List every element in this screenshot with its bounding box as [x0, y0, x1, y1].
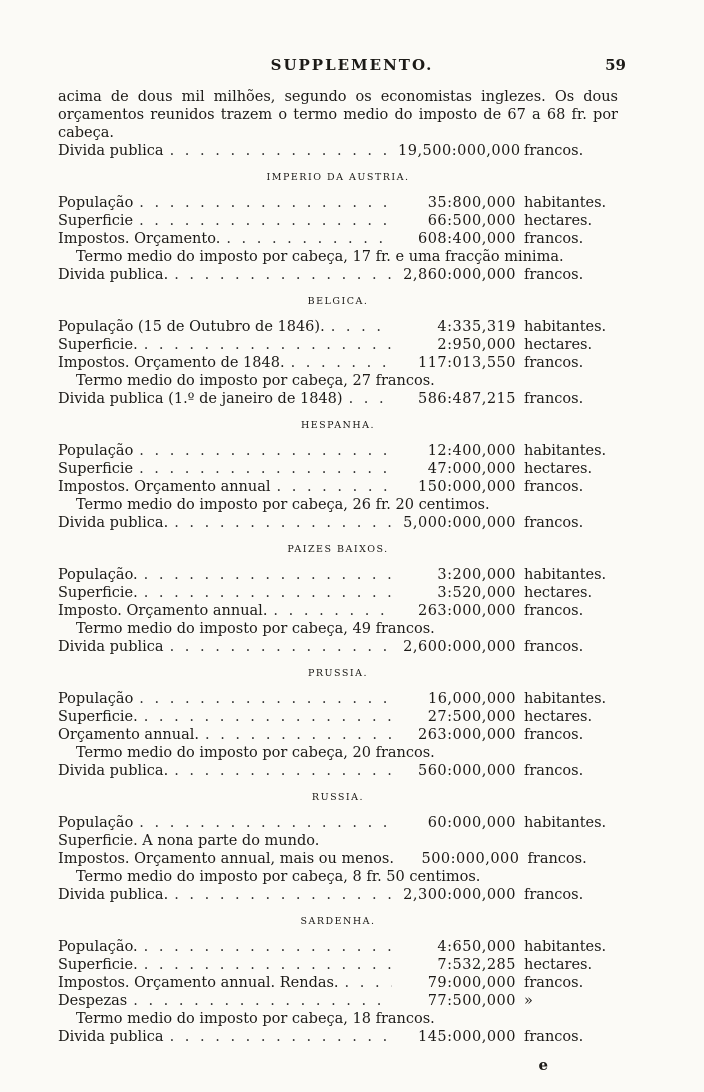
row-label: Divida publica: [58, 1029, 164, 1045]
dot-leader: [277, 478, 392, 496]
text-line: Superficie. A nona parte do mundo.: [58, 833, 320, 849]
dot-leader: [331, 318, 392, 336]
row-unit: hectares.: [524, 461, 593, 477]
row-unit: francos.: [524, 231, 584, 247]
data-row: [58, 442, 618, 460]
data-row: [58, 956, 618, 974]
row-value: 150:000,000: [417, 479, 516, 495]
data-row: [58, 690, 618, 708]
row-label: População: [58, 691, 134, 707]
row-label: Superficie.: [58, 337, 138, 353]
row-value: 2:950,000: [437, 337, 516, 353]
dot-leader: [226, 230, 392, 248]
section-title: PRUSSIA.: [307, 668, 369, 679]
row-value: 263:000,000: [417, 727, 516, 743]
row-unit: habitantes.: [524, 691, 607, 707]
row-label: População: [58, 443, 134, 459]
data-row: [58, 762, 618, 780]
row-label: Divida publica: [58, 143, 164, 159]
section-title: RUSSIA.: [311, 792, 365, 803]
data-row: [58, 212, 618, 230]
row-label: Divida publica (1.º de janeiro de 1848): [58, 391, 343, 407]
row-unit: habitantes.: [524, 815, 607, 831]
row-unit: francos.: [524, 887, 584, 903]
row-label: Divida publica.: [58, 267, 169, 283]
row-label: População: [58, 195, 134, 211]
tax-note: Termo medio do imposto por cabeça, 18 francos.: [76, 1011, 435, 1027]
row-value: 7:532,285: [437, 957, 516, 973]
data-row: [58, 390, 618, 408]
row-unit: francos.: [524, 975, 584, 991]
dot-leader: [291, 354, 392, 372]
data-row: [58, 602, 618, 620]
row-unit: »: [524, 993, 533, 1009]
dot-leader: [144, 956, 392, 974]
data-row: [58, 886, 618, 904]
row-unit: habitantes.: [524, 443, 607, 459]
row-value: 500:000,000: [421, 851, 520, 867]
data-row: [58, 460, 618, 478]
row-label: Divida publica.: [58, 887, 169, 903]
dot-leader: [144, 938, 392, 956]
row-unit: hectares.: [524, 585, 593, 601]
row-unit: francos.: [524, 143, 584, 159]
dot-leader: [144, 336, 392, 354]
row-label: População.: [58, 567, 138, 583]
intro-paragraph: acima de dous mil milhões, segundo os economistas inglezes. Os dous orçamentos reunidos trazem o termo medio do imposto de 67 a 68 fr. por cabeça.: [58, 89, 618, 141]
running-header: [0, 56, 704, 78]
row-unit: habitantes.: [524, 567, 607, 583]
data-row: [58, 230, 618, 248]
row-label: Impostos. Orçamento annual: [58, 479, 271, 495]
dot-leader: [174, 514, 392, 532]
data-row: [58, 938, 618, 956]
section-title: BELGICA.: [307, 296, 369, 307]
row-value: 79:000,000: [427, 975, 516, 991]
row-value: 35:800,000: [427, 195, 516, 211]
section-title: IMPERIO DA AUSTRIA.: [266, 172, 410, 183]
dot-leader: [174, 266, 392, 284]
row-value: 27:500,000: [427, 709, 516, 725]
row-value: 263:000,000: [417, 603, 516, 619]
data-row: [58, 354, 618, 372]
row-value: 586:487,215: [417, 391, 516, 407]
tax-note: Termo medio do imposto por cabeça, 8 fr. 50 centimos.: [76, 869, 481, 885]
row-label: Impostos. Orçamento annual, mais ou menos.: [58, 851, 394, 867]
row-unit: francos.: [524, 355, 584, 371]
row-label: Imposto. Orçamento annual.: [58, 603, 268, 619]
data-row: [58, 814, 618, 832]
catchword: e: [538, 1056, 548, 1074]
row-unit: francos.: [524, 1029, 584, 1045]
data-row: [58, 850, 618, 868]
row-value: 19,500:000,000: [398, 143, 521, 159]
row-unit: francos.: [524, 727, 584, 743]
data-row: [58, 566, 618, 584]
dot-leader: [144, 584, 392, 602]
row-unit: francos.: [524, 603, 584, 619]
dot-leader: [139, 814, 392, 832]
row-unit: hectares.: [524, 957, 593, 973]
dot-leader: [205, 726, 392, 744]
row-value: 3:200,000: [437, 567, 516, 583]
row-unit: francos.: [524, 763, 584, 779]
row-value: 60:000,000: [427, 815, 516, 831]
header-title: SUPPLEMENTO.: [270, 56, 434, 74]
page-number: 59: [605, 56, 626, 74]
row-label: Impostos. Orçamento.: [58, 231, 221, 247]
row-value: 66:500,000: [427, 213, 516, 229]
row-value: 4:650,000: [437, 939, 516, 955]
row-unit: francos.: [524, 515, 584, 531]
tax-note: Termo medio do imposto por cabeça, 27 francos.: [76, 373, 435, 389]
dot-leader: [273, 602, 392, 620]
row-value: 5,000:000,000: [403, 515, 516, 531]
row-label: Superficie.: [58, 585, 138, 601]
row-label: Divida publica: [58, 639, 164, 655]
dot-leader: [345, 974, 392, 992]
dot-leader: [170, 1028, 392, 1046]
row-label: Divida publica.: [58, 515, 169, 531]
tax-note: Termo medio do imposto por cabeça, 20 francos.: [76, 745, 435, 761]
row-unit: hectares.: [524, 337, 593, 353]
row-value: 608:400,000: [417, 231, 516, 247]
dot-leader: [139, 194, 392, 212]
section-title: SARDENHA.: [300, 916, 376, 927]
dot-leader: [144, 566, 392, 584]
dot-leader: [139, 690, 392, 708]
row-value: 4:335,319: [437, 319, 516, 335]
row-unit: francos.: [524, 391, 584, 407]
row-value: 3:520,000: [437, 585, 516, 601]
row-unit: francos.: [527, 851, 587, 867]
page-body: [58, 88, 618, 1046]
dot-leader: [144, 708, 392, 726]
row-label: Orçamento annual.: [58, 727, 199, 743]
dot-leader: [139, 212, 392, 230]
data-row: [58, 478, 618, 496]
data-row: [58, 514, 618, 532]
dot-leader: [170, 638, 392, 656]
row-value: 2,860:000,000: [403, 267, 516, 283]
row-label: População.: [58, 939, 138, 955]
data-row: [58, 992, 618, 1010]
row-label: Despezas: [58, 993, 128, 1009]
row-label: Superficie.: [58, 709, 138, 725]
row-unit: habitantes.: [524, 195, 607, 211]
data-row: [58, 266, 618, 284]
tax-note: Termo medio do imposto por cabeça, 49 francos.: [76, 621, 435, 637]
row-value: 560:000,000: [417, 763, 516, 779]
section-title: PAIZES BAIXOS.: [287, 544, 389, 555]
data-row: [58, 584, 618, 602]
data-row: [58, 336, 618, 354]
tax-note: Termo medio do imposto por cabeça, 17 fr. e uma fracção minima.: [76, 249, 564, 265]
row-unit: francos.: [524, 267, 584, 283]
row-label: Superficie.: [58, 957, 138, 973]
tax-note: Termo medio do imposto por cabeça, 26 fr. 20 centimos.: [76, 497, 490, 513]
row-label: Superficie: [58, 213, 134, 229]
dot-leader: [174, 886, 392, 904]
row-value: 77:500,000: [427, 993, 516, 1009]
row-label: Superficie: [58, 461, 134, 477]
row-value: 145:000,000: [417, 1029, 516, 1045]
row-value: 2,600:000,000: [403, 639, 516, 655]
row-unit: francos.: [524, 479, 584, 495]
row-value: 2,300:000,000: [403, 887, 516, 903]
row-value: 47:000,000: [427, 461, 516, 477]
row-value: 117:013,550: [417, 355, 516, 371]
dot-leader: [139, 442, 392, 460]
intro-debt-row: [58, 142, 618, 160]
data-row: [58, 638, 618, 656]
data-row: [58, 318, 618, 336]
row-value: 12:400,000: [427, 443, 516, 459]
row-label: Divida publica.: [58, 763, 169, 779]
row-unit: habitantes.: [524, 939, 607, 955]
section-title: HESPANHA.: [300, 420, 376, 431]
row-label: Impostos. Orçamento annual. Rendas.: [58, 975, 339, 991]
data-row: [58, 194, 618, 212]
row-label: Impostos. Orçamento de 1848.: [58, 355, 285, 371]
data-row: [58, 708, 618, 726]
dot-leader: [170, 142, 392, 160]
row-value: 16,000,000: [427, 691, 516, 707]
row-unit: francos.: [524, 639, 584, 655]
row-label: População (15 de Outubro de 1846).: [58, 319, 325, 335]
dot-leader: [133, 992, 392, 1010]
data-row: [58, 1028, 618, 1046]
row-unit: hectares.: [524, 709, 593, 725]
dot-leader: [174, 762, 392, 780]
data-row: [58, 726, 618, 744]
row-label: População: [58, 815, 134, 831]
dot-leader: [139, 460, 392, 478]
dot-leader: [349, 390, 392, 408]
row-unit: hectares.: [524, 213, 593, 229]
data-row: [58, 974, 618, 992]
row-unit: habitantes.: [524, 319, 607, 335]
